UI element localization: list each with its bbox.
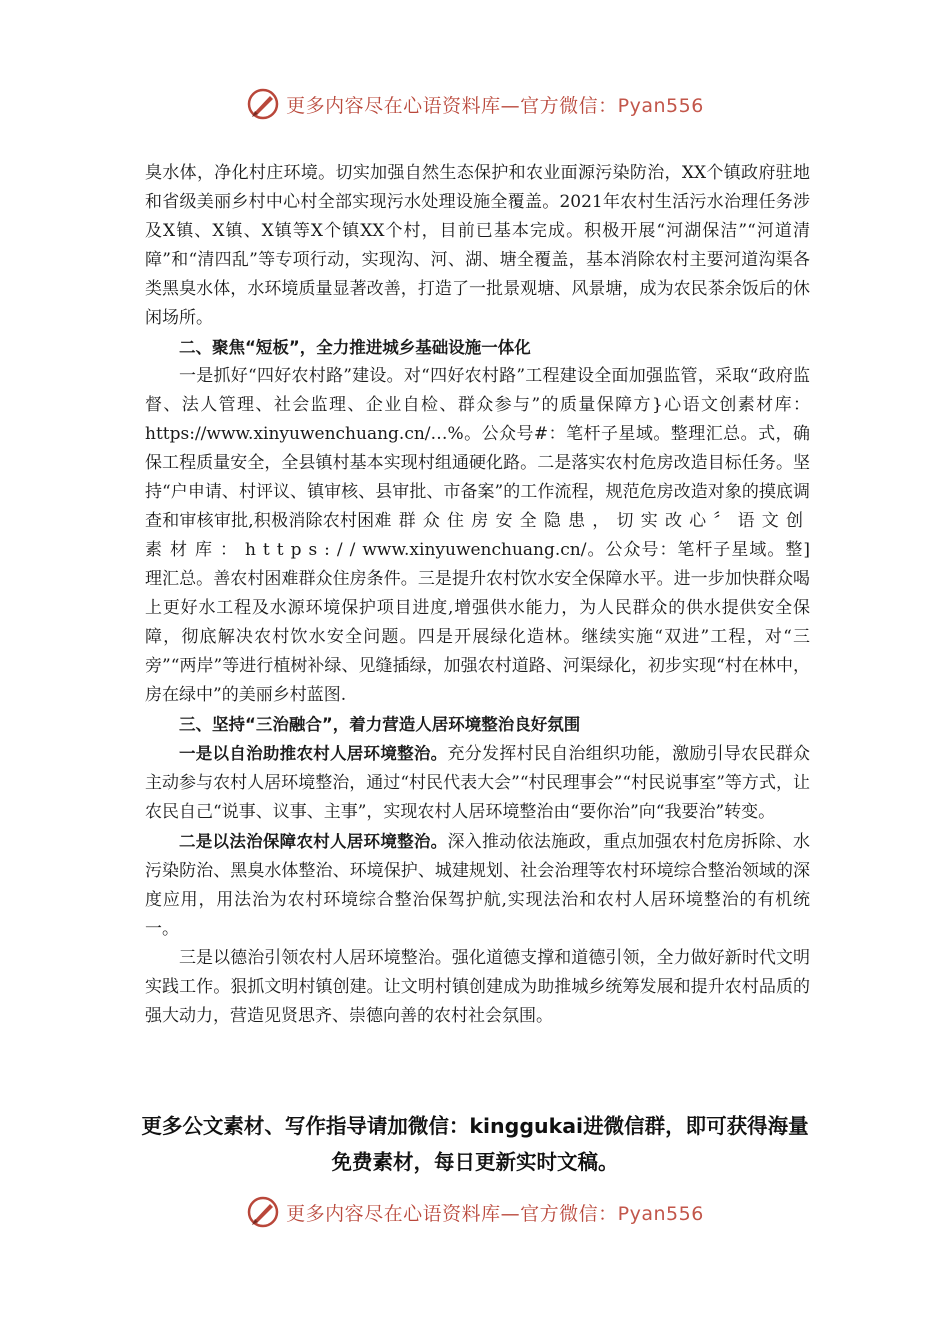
- paragraph-1: 臭水体，净化村庄环境。切实加强自然生态保护和农业面源污染防治，XX个镇政府驻地和省级美丽乡村中心村全部实现污水处理设施全覆盖。2021年农村生活污水治理任务涉及X镇、X镇、X镇等X个镇XX个村，目前已基本完成。积极开展“河湖保洁”“河道清障”和“清四乱”等专项行动，实现沟、河、湖、塘全覆盖，基本消除农村主要河道沟渠各类黑臭水体，水环境质量显著改善，打造了一批景观塘、风景塘，成为农民茶余饭后的休闲场所。: [145, 163, 810, 328]
- header-banner: [0, 84, 950, 124]
- paragraph-3: 一是以自治助推农村人居环境整治。充分发挥村民自治组织功能，激励引导农民群众主动参与农村人居环境整治，通过“村民代表大会”“村民理事会”“村民说事室”等方式，让农民自己“说事、议事、主事”，实现农村人居环境整治由“要你治”向“我要治”转变。: [145, 744, 811, 822]
- banner-text: 更多内容尽在心语资料库—官方微信：Pyan556: [286, 1202, 704, 1225]
- banner-text: 更多内容尽在心语资料库—官方微信：Pyan556: [286, 94, 704, 117]
- footer-banner: [0, 1192, 950, 1232]
- document-body: [145, 159, 810, 1031]
- paragraph-2-spread-line: 难群众住房安全隐患，切实改心〞语文创素材库：https://: [145, 511, 811, 560]
- paragraph-4: 二是以法治保障农村人居环境整治。深入推动依法施政，重点加强农村危房拆除、水污染防治、黑臭水体整治、环境保护、城建规划、社会治理等农村环境综合整治领域的深度应用，用法治为农村环境综合整治保驾护航,实现法治和农村人居环境整治的有机统一。: [145, 832, 811, 939]
- paragraph-5: 三是以德治引领农村人居环境整治。强化道德支撑和道德引领，全力做好新时代文明实践工作。狠抓文明村镇创建。让文明村镇创建成为助推城乡统筹发展和提升农村品质的强大动力，营造见贤思齐、崇德向善的农村社会氛围。: [145, 948, 810, 1026]
- pen-logo-icon: [246, 1195, 280, 1229]
- heading-3: 三、坚持“三治融合”，着力营造人居环境整治良好氛围: [179, 715, 581, 734]
- paragraph-2: 一是抓好“四好农村路”建设。对“四好农村路”工程建设全面加强监管，采取“政府监督、法人管理、社会监理、企业自检、群众参与”的质量保障方}心语文创素材库：https://www.xinyuwenchuang.cn/…%。公众号#：笔杆子星域。整理汇总。式，确保工程质量安全，全县镇村基本实现村组通硬化路。二是落实农村危房改造目标任务。坚持“户申请、村评议、镇审核、县审批、市备案”的工作流程，规范危房改造对象的摸底调查和审核审批,积极消除农村困难群众住房安全隐患，切实改心〞语文创素材库：https://www.xinyuwenchuang.cn/。公众号：笔杆子星域。整]理汇总。善农村困难群众住房条件。三是提升农村饮水安全保障水平。进一步加快群众喝上更好水工程及水源环境保护项目进度,增强供水能力，为人民群众的供水提供安全保障，彻底解决农村饮水安全问题。四是开展绿化造林。继续实施“双进”工程，对“三旁”“两岸”等进行植树补绿、见缝插绿，加强农村道路、河渠绿化，初步实现“村在林中，房在绿中”的美丽乡村蓝图.: [145, 366, 811, 705]
- footer-note: 更多公文素材、写作指导请加微信：kinggukai进微信群，即可获得海量免费素材，每日更新实时文稿。: [141, 1114, 809, 1174]
- heading-2: 二、聚焦“短板”，全力推进城乡基础设施一体化: [179, 338, 531, 357]
- pen-logo-icon: [246, 87, 280, 121]
